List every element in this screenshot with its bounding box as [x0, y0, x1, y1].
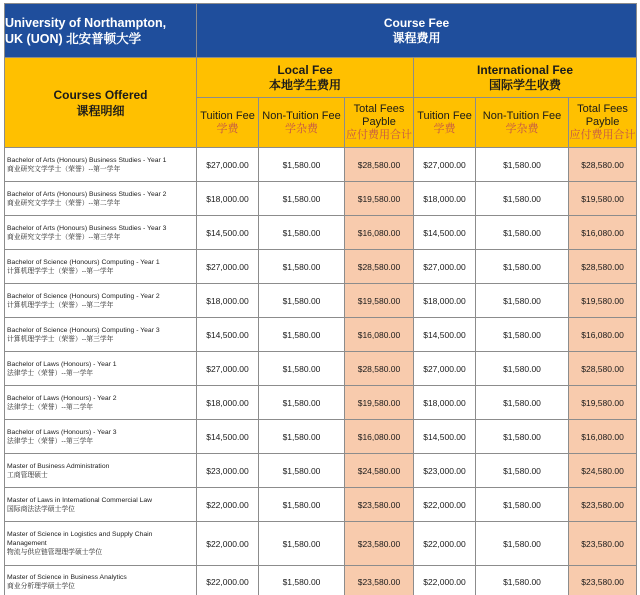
- local-non-tuition-fee-cell: $1,580.00: [259, 318, 345, 352]
- international-fee-en: International Fee: [477, 62, 574, 77]
- course-name-zh: 工商管理硕士: [7, 471, 48, 479]
- courses-offered-header: [5, 58, 197, 148]
- table-row: [5, 566, 637, 595]
- local-fee-header: [197, 58, 414, 98]
- intl-non-tuition-fee-cell: $1,580.00: [476, 352, 569, 386]
- local-non-tuition-fee-cell: $1,580.00: [259, 216, 345, 250]
- local-total-fee-cell: $23,580.00: [345, 566, 414, 595]
- course-name-cell: [5, 182, 197, 216]
- local-tuition-fee-cell: $27,000.00: [197, 250, 259, 284]
- local-non-tuition-fee-cell: $1,580.00: [259, 284, 345, 318]
- course-name-en: Bachelor of Arts (Honours) Business Studies - Year 1: [7, 156, 167, 164]
- course-name-cell: [5, 522, 197, 566]
- course-name-en: Bachelor of Science (Honours) Computing - Year 1: [7, 258, 160, 266]
- intl-non-tuition-fee-cell: $1,580.00: [476, 454, 569, 488]
- course-name-cell: [5, 454, 197, 488]
- course-name-zh: 法律学士（荣誉）--第二学年: [7, 403, 94, 411]
- intl-total-fee-cell: $16,080.00: [569, 318, 637, 352]
- course-name-en: Bachelor of Arts (Honours) Business Studies - Year 3: [7, 224, 167, 232]
- local-tuition-fee-cell: $23,000.00: [197, 454, 259, 488]
- university-name-line2: UK (UON) 北安普顿大学: [5, 31, 142, 46]
- intl-total-fee-cell: $24,580.00: [569, 454, 637, 488]
- intl-tuition-fee-cell: $18,000.00: [414, 182, 476, 216]
- intl-total-fee-cell: $28,580.00: [569, 148, 637, 182]
- intl-tuition-fee-cell: $18,000.00: [414, 284, 476, 318]
- intl-total-fee-cell: $16,080.00: [569, 216, 637, 250]
- course-name-zh: 法律学士（荣誉）--第一学年: [7, 369, 94, 377]
- course-name-zh: 商业分析理学硕士学位: [7, 582, 75, 590]
- intl-non-tuition-fee-cell: $1,580.00: [476, 284, 569, 318]
- intl-tuition-header: Tuition Fee 学费: [414, 98, 476, 148]
- local-total-fee-cell: $28,580.00: [345, 148, 414, 182]
- university-name: [5, 4, 197, 58]
- local-non-tuition-header: Non-Tuition Fee 学杂费: [259, 98, 345, 148]
- local-total-fee-cell: $19,580.00: [345, 284, 414, 318]
- table-row: [5, 250, 637, 284]
- intl-tuition-fee-cell: $14,500.00: [414, 216, 476, 250]
- intl-tuition-fee-cell: $22,000.00: [414, 522, 476, 566]
- intl-non-tuition-fee-cell: $1,580.00: [476, 216, 569, 250]
- intl-total-fee-cell: $19,580.00: [569, 386, 637, 420]
- intl-total-fee-cell: $28,580.00: [569, 352, 637, 386]
- intl-tuition-fee-cell: $27,000.00: [414, 250, 476, 284]
- local-total-fee-cell: $28,580.00: [345, 250, 414, 284]
- local-total-fee-cell: $24,580.00: [345, 454, 414, 488]
- intl-tuition-fee-cell: $23,000.00: [414, 454, 476, 488]
- local-total-fee-cell: $16,080.00: [345, 318, 414, 352]
- intl-non-tuition-fee-cell: $1,580.00: [476, 148, 569, 182]
- courses-offered-en: Courses Offered: [53, 87, 148, 102]
- local-total-fee-cell: $28,580.00: [345, 352, 414, 386]
- course-fee-en: Course Fee: [383, 15, 450, 30]
- local-tuition-fee-cell: $22,000.00: [197, 566, 259, 595]
- intl-tuition-fee-cell: $22,000.00: [414, 566, 476, 595]
- course-fee-zh: 课程费用: [392, 30, 441, 45]
- local-total-fee-cell: $19,580.00: [345, 386, 414, 420]
- course-name-en: Bachelor of Arts (Honours) Business Studies - Year 2: [7, 190, 167, 198]
- local-tuition-fee-cell: $18,000.00: [197, 284, 259, 318]
- course-name-zh: 计算机理学学士（荣誉）--第二学年: [7, 301, 114, 309]
- course-name-zh: 国际商法法学硕士学位: [7, 505, 75, 513]
- intl-non-tuition-fee-cell: $1,580.00: [476, 488, 569, 522]
- intl-total-fee-cell: $23,580.00: [569, 488, 637, 522]
- local-tuition-fee-cell: $18,000.00: [197, 386, 259, 420]
- local-tuition-fee-cell: $22,000.00: [197, 488, 259, 522]
- local-total-header: Total Fees Payble 应付费用合计: [345, 98, 414, 148]
- table-row: [5, 318, 637, 352]
- intl-total-fee-cell: $19,580.00: [569, 284, 637, 318]
- local-non-tuition-fee-cell: $1,580.00: [259, 566, 345, 595]
- table-row: [5, 386, 637, 420]
- course-name-en: Bachelor of Science (Honours) Computing - Year 3: [7, 326, 160, 334]
- course-name-en: Master of Business Administration: [7, 462, 110, 470]
- local-total-fee-cell: $19,580.00: [345, 182, 414, 216]
- local-non-tuition-fee-cell: $1,580.00: [259, 522, 345, 566]
- intl-tuition-fee-cell: $14,500.00: [414, 318, 476, 352]
- course-name-zh: 商业研究文学学士（荣誉）--第三学年: [7, 233, 121, 241]
- table-row: [5, 352, 637, 386]
- table-row: [5, 522, 637, 566]
- table-row: [5, 420, 637, 454]
- course-name-en: Master of Laws in International Commercial Law: [7, 496, 153, 504]
- course-name-en: Bachelor of Science (Honours) Computing - Year 2: [7, 292, 160, 300]
- courses-offered-zh: 课程明细: [76, 103, 125, 118]
- course-name-cell: [5, 216, 197, 250]
- university-name-line1: University of Northampton,: [5, 15, 167, 30]
- intl-tuition-fee-cell: $18,000.00: [414, 386, 476, 420]
- local-tuition-fee-cell: $27,000.00: [197, 148, 259, 182]
- intl-tuition-fee-cell: $27,000.00: [414, 148, 476, 182]
- course-name-cell: [5, 488, 197, 522]
- local-non-tuition-fee-cell: $1,580.00: [259, 182, 345, 216]
- intl-tuition-fee-cell: $27,000.00: [414, 352, 476, 386]
- local-non-tuition-fee-cell: $1,580.00: [259, 148, 345, 182]
- local-fee-en: Local Fee: [277, 62, 333, 77]
- local-non-tuition-fee-cell: $1,580.00: [259, 250, 345, 284]
- local-tuition-fee-cell: $14,500.00: [197, 318, 259, 352]
- local-total-fee-cell: $23,580.00: [345, 488, 414, 522]
- course-name-cell: [5, 250, 197, 284]
- course-name-en: Bachelor of Laws (Honours) - Year 1: [7, 360, 117, 368]
- table-row: [5, 454, 637, 488]
- local-fee-zh: 本地学生费用: [268, 77, 341, 92]
- course-name-zh: 计算机理学学士（荣誉）--第三学年: [7, 335, 114, 343]
- course-name-cell: [5, 420, 197, 454]
- table-row: [5, 284, 637, 318]
- intl-non-tuition-fee-cell: $1,580.00: [476, 522, 569, 566]
- local-non-tuition-fee-cell: $1,580.00: [259, 386, 345, 420]
- course-name-cell: [5, 352, 197, 386]
- local-tuition-header: Tuition Fee 学费: [197, 98, 259, 148]
- intl-total-fee-cell: $23,580.00: [569, 522, 637, 566]
- course-name-cell: [5, 386, 197, 420]
- course-name-cell: [5, 566, 197, 595]
- intl-non-tuition-fee-cell: $1,580.00: [476, 250, 569, 284]
- course-name-zh: 商业研究文学学士（荣誉）--第一学年: [7, 165, 121, 173]
- local-tuition-fee-cell: $27,000.00: [197, 352, 259, 386]
- intl-non-tuition-fee-cell: $1,580.00: [476, 386, 569, 420]
- course-name-zh: 物流与供应链管理理学硕士学位: [7, 549, 103, 556]
- local-tuition-fee-cell: $22,000.00: [197, 522, 259, 566]
- course-name-en: Master of Science in Logistics and Supply Chain Management: [7, 531, 153, 547]
- local-tuition-fee-cell: $14,500.00: [197, 420, 259, 454]
- intl-non-tuition-header: Non-Tuition Fee 学杂费: [476, 98, 569, 148]
- course-name-cell: [5, 318, 197, 352]
- local-total-fee-cell: $16,080.00: [345, 216, 414, 250]
- intl-non-tuition-fee-cell: $1,580.00: [476, 318, 569, 352]
- course-name-en: Bachelor of Laws (Honours) - Year 2: [7, 394, 117, 402]
- local-non-tuition-fee-cell: $1,580.00: [259, 420, 345, 454]
- local-tuition-fee-cell: $14,500.00: [197, 216, 259, 250]
- local-total-fee-cell: $23,580.00: [345, 522, 414, 566]
- course-name-en: Master of Science in Business Analytics: [7, 573, 127, 581]
- local-non-tuition-fee-cell: $1,580.00: [259, 352, 345, 386]
- course-fee-header: [197, 4, 637, 58]
- international-fee-zh: 国际学生收费: [489, 77, 562, 92]
- local-non-tuition-fee-cell: $1,580.00: [259, 454, 345, 488]
- intl-total-fee-cell: $28,580.00: [569, 250, 637, 284]
- local-non-tuition-fee-cell: $1,580.00: [259, 488, 345, 522]
- table-row: [5, 148, 637, 182]
- course-name-zh: 法律学士（荣誉）--第三学年: [7, 437, 94, 445]
- intl-tuition-fee-cell: $14,500.00: [414, 420, 476, 454]
- local-total-fee-cell: $16,080.00: [345, 420, 414, 454]
- intl-total-fee-cell: $19,580.00: [569, 182, 637, 216]
- international-fee-header: [414, 58, 637, 98]
- intl-total-header: Total Fees Payble 应付费用合计: [569, 98, 637, 148]
- intl-non-tuition-fee-cell: $1,580.00: [476, 566, 569, 595]
- intl-non-tuition-fee-cell: $1,580.00: [476, 182, 569, 216]
- intl-total-fee-cell: $23,580.00: [569, 566, 637, 595]
- course-name-en: Bachelor of Laws (Honours) - Year 3: [7, 428, 117, 436]
- course-name-zh: 商业研究文学学士（荣誉）--第二学年: [7, 199, 121, 207]
- intl-tuition-fee-cell: $22,000.00: [414, 488, 476, 522]
- course-name-cell: [5, 284, 197, 318]
- intl-total-fee-cell: $16,080.00: [569, 420, 637, 454]
- table-row: [5, 216, 637, 250]
- fee-table: [4, 3, 637, 595]
- course-name-cell: [5, 148, 197, 182]
- table-row: [5, 488, 637, 522]
- local-tuition-fee-cell: $18,000.00: [197, 182, 259, 216]
- intl-non-tuition-fee-cell: $1,580.00: [476, 420, 569, 454]
- table-row: [5, 182, 637, 216]
- course-name-zh: 计算机理学学士（荣誉）--第一学年: [7, 267, 114, 275]
